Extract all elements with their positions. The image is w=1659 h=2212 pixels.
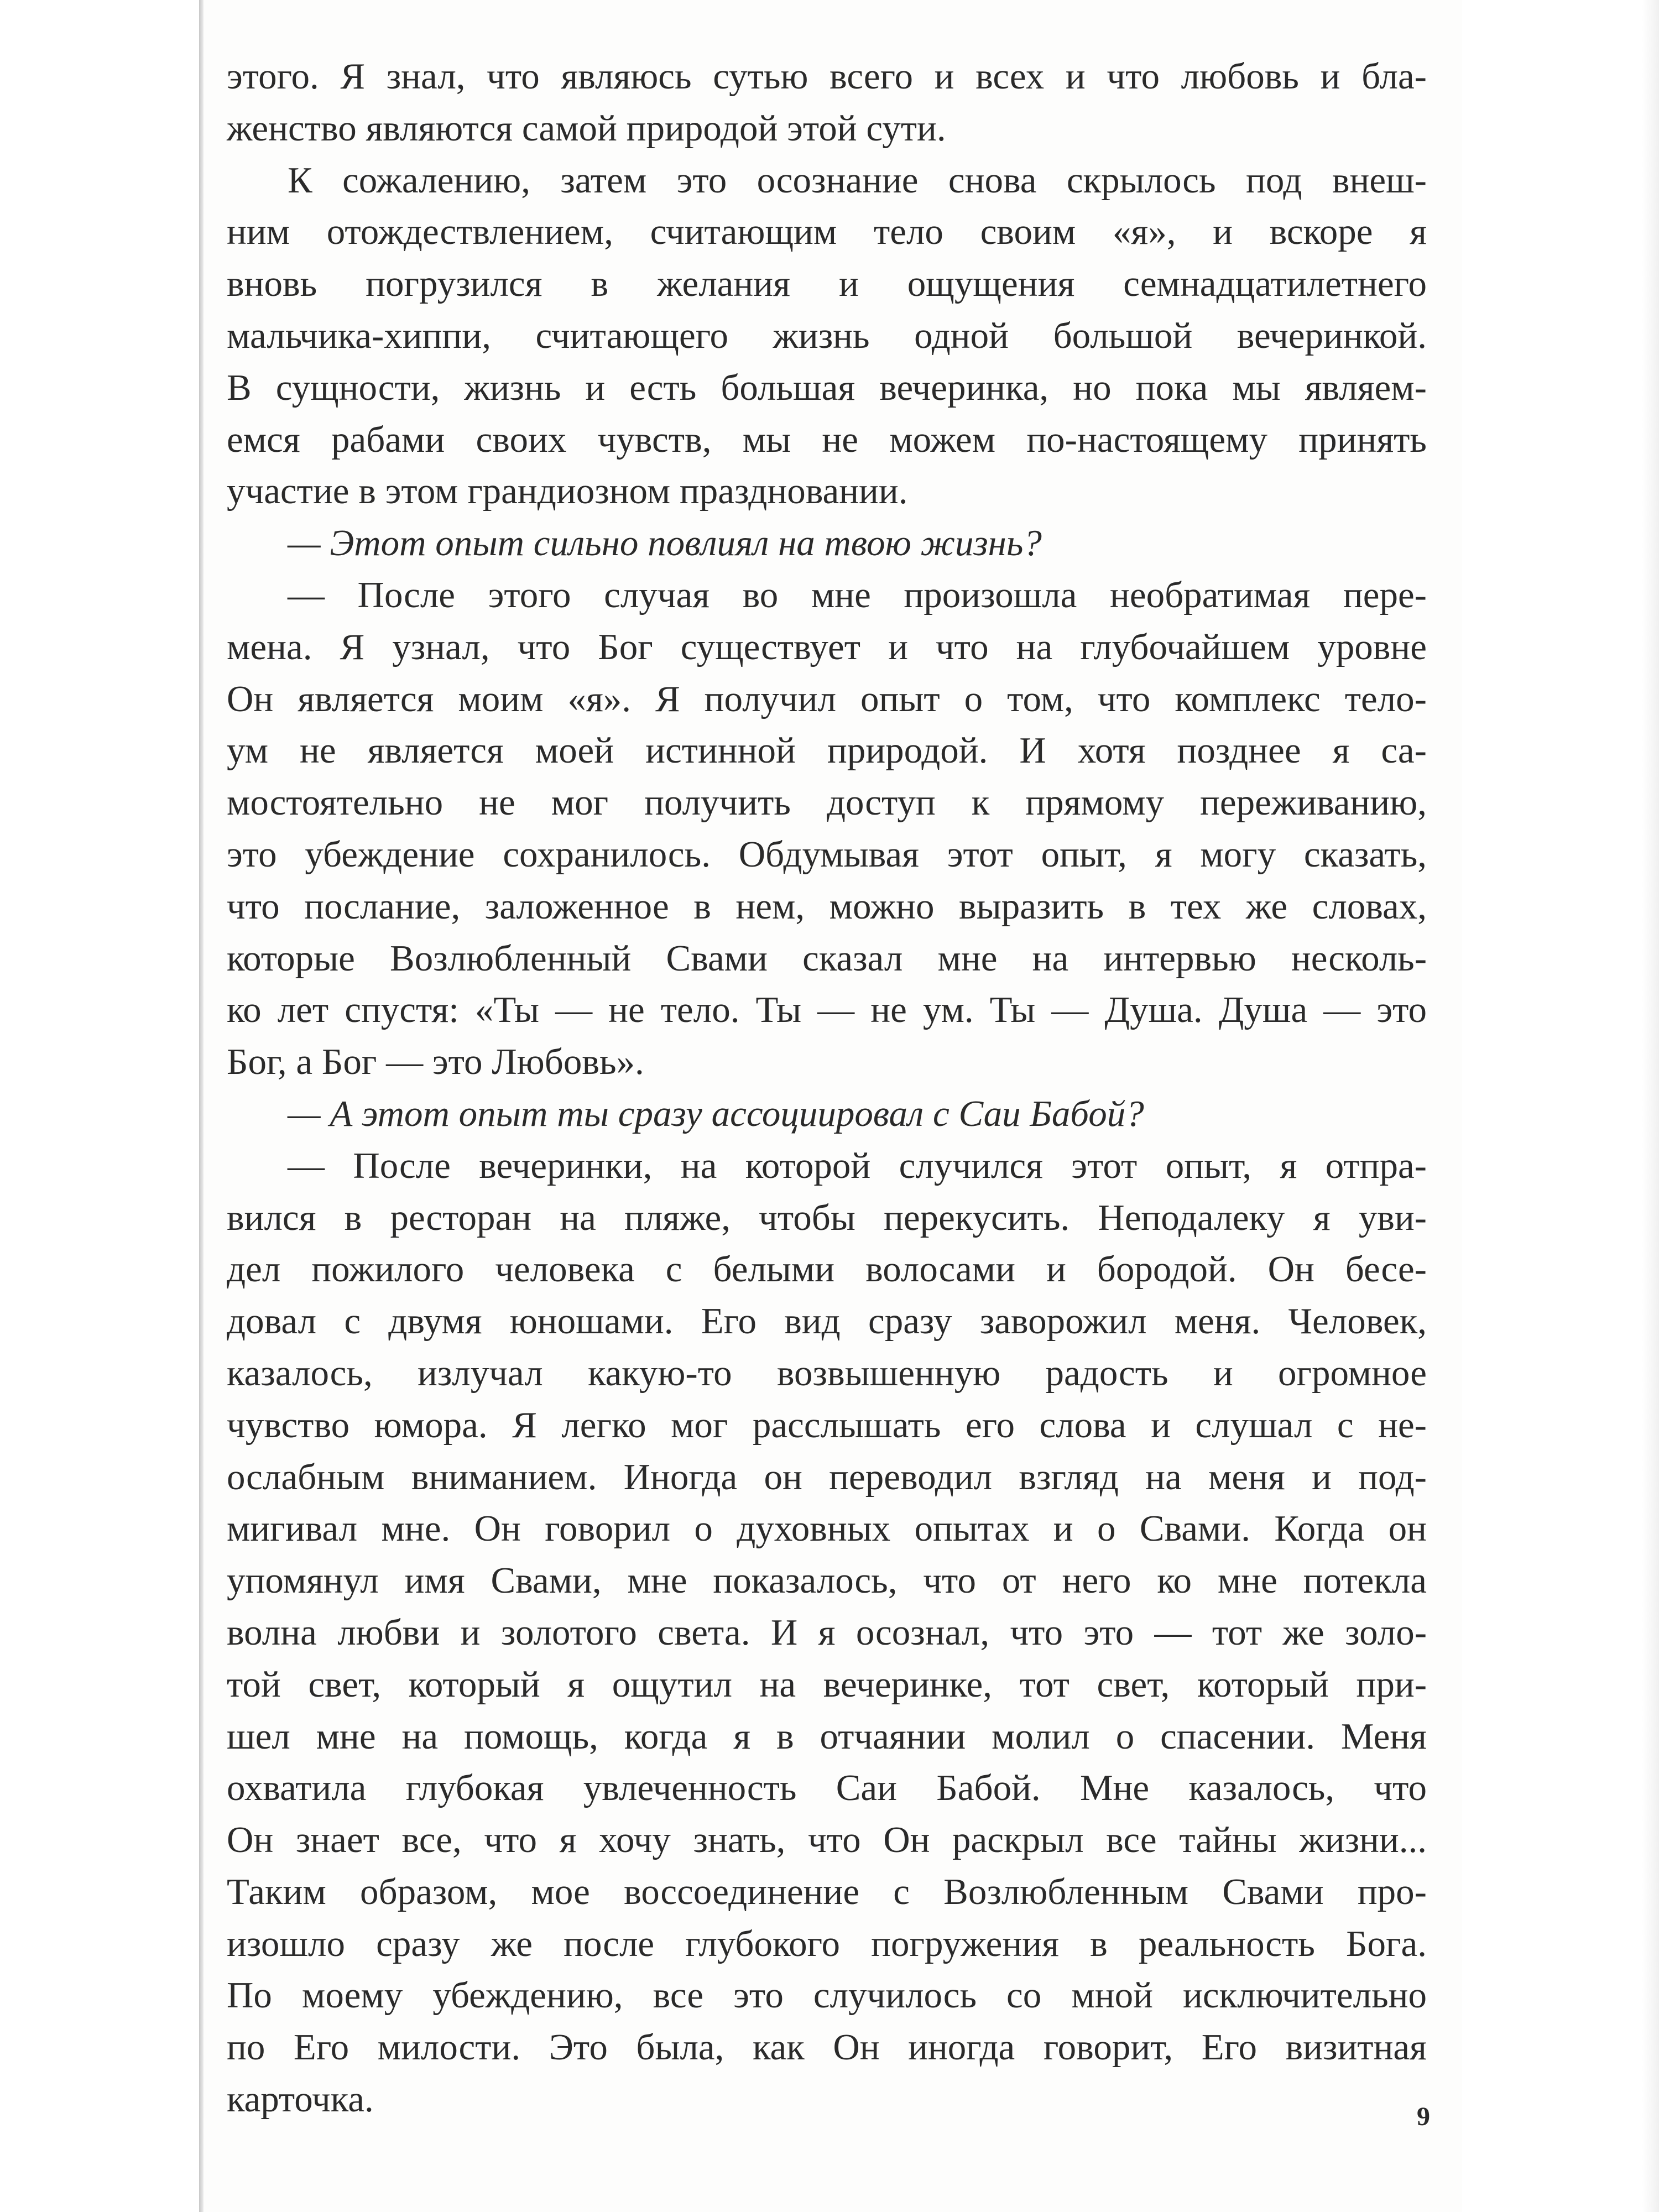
text-line: участие в этом грандиозном праздновании.	[227, 471, 908, 512]
text-line: которые Возлюбленный Свами сказал мне на интервью несколь-	[227, 937, 1427, 979]
text-line: изошло сразу же после глубокого погружения в реальность Бога.	[227, 1923, 1427, 1964]
text-line: женство являются самой природой этой сути.	[227, 107, 946, 149]
page-number: 9	[1417, 2102, 1430, 2131]
text-line: той свет, который я ощутил на вечеринке, тот свет, который при-	[227, 1663, 1427, 1705]
text-line: охватила глубокая увлеченность Саи Бабой. Мне казалось, что	[227, 1767, 1427, 1809]
text-line: ним отождествлением, считающим тело своим «я», и вскоре я	[227, 211, 1427, 253]
text-line: — После этого случая во мне произошла необратимая пере-	[288, 574, 1427, 615]
text-line: вился в ресторан на пляже, чтобы перекусить. Неподалеку я уви-	[227, 1197, 1427, 1238]
text-line: Таким образом, мое воссоединение с Возлюбленным Свами про-	[227, 1871, 1427, 1912]
text-line: В сущности, жизнь и есть большая вечеринка, но пока мы являем-	[227, 367, 1427, 408]
text-line: казалось, излучал какую-то возвышенную радость и огромное	[227, 1352, 1427, 1394]
text-line: ослабным вниманием. Иногда он переводил взгляд на меня и под-	[227, 1456, 1427, 1498]
text-line: этого. Я знал, что являюсь сутью всего и всех и что любовь и бла-	[227, 56, 1427, 97]
question-line: — Этот опыт сильно повлиял на твою жизнь?	[288, 523, 1042, 564]
text-line: что послание, заложенное в нем, можно выразить в тех же словах,	[227, 885, 1427, 927]
text-line: волна любви и золотого света. И я осознал, что это — тот же золо-	[227, 1611, 1427, 1653]
text-line: это убеждение сохранилось. Обдумывая этот опыт, я могу сказать,	[227, 833, 1427, 875]
text-line: К сожалению, затем это осознание снова скрылось под внеш-	[288, 159, 1427, 201]
body-text	[227, 51, 1427, 2126]
text-line: довал с двумя юношами. Его вид сразу заворожил меня. Человек,	[227, 1301, 1427, 1342]
text-line: упомянул имя Свами, мне показалось, что от него ко мне потекла	[227, 1560, 1427, 1601]
text-line: вновь погрузился в желания и ощущения семнадцатилетнего	[227, 263, 1427, 305]
text-line: По моему убеждению, все это случилось со мной исключительно	[227, 1975, 1427, 2016]
text-line: Бог, а Бог — это Любовь».	[227, 1041, 644, 1083]
text-line: дел пожилого человека с белыми волосами и бородой. Он бесе-	[227, 1249, 1427, 1290]
text-line: — После вечеринки, на которой случился этот опыт, я отпра-	[288, 1145, 1427, 1186]
text-line: мальчика-хиппи, считающего жизнь одной большой вечеринкой.	[227, 315, 1427, 356]
question-line: — А этот опыт ты сразу ассоциировал с Саи Бабой?	[288, 1093, 1144, 1134]
text-line: ко лет спустя: «Ты — не тело. Ты — не ум. Ты — Душа. Душа — это	[227, 989, 1427, 1031]
text-line: емся рабами своих чувств, мы не можем по-настоящему принять	[227, 419, 1427, 460]
text-line: Он знает все, что я хочу знать, что Он раскрыл все тайны жизни...	[227, 1819, 1427, 1861]
text-line: Он является моим «я». Я получил опыт о том, что комплекс тело-	[227, 678, 1427, 719]
text-line: по Его милости. Это была, как Он иногда говорит, Его визитная	[227, 2027, 1427, 2068]
page-edge	[1642, 0, 1659, 2212]
text-line: карточка.	[227, 2079, 374, 2120]
text-line: мостоятельно не мог получить доступ к прямому переживанию,	[227, 782, 1427, 823]
text-line: чувство юмора. Я легко мог расслышать его слова и слушал с не-	[227, 1404, 1427, 1446]
text-line: мигивал мне. Он говорил о духовных опытах и о Свами. Когда он	[227, 1508, 1427, 1550]
text-line: ум не является моей истинной природой. И хотя позднее я са-	[227, 730, 1427, 771]
text-line: шел мне на помощь, когда я в отчаянии молил о спасении. Меня	[227, 1715, 1427, 1757]
text-line: мена. Я узнал, что Бог существует и что на глубочайшем уровне	[227, 626, 1427, 667]
